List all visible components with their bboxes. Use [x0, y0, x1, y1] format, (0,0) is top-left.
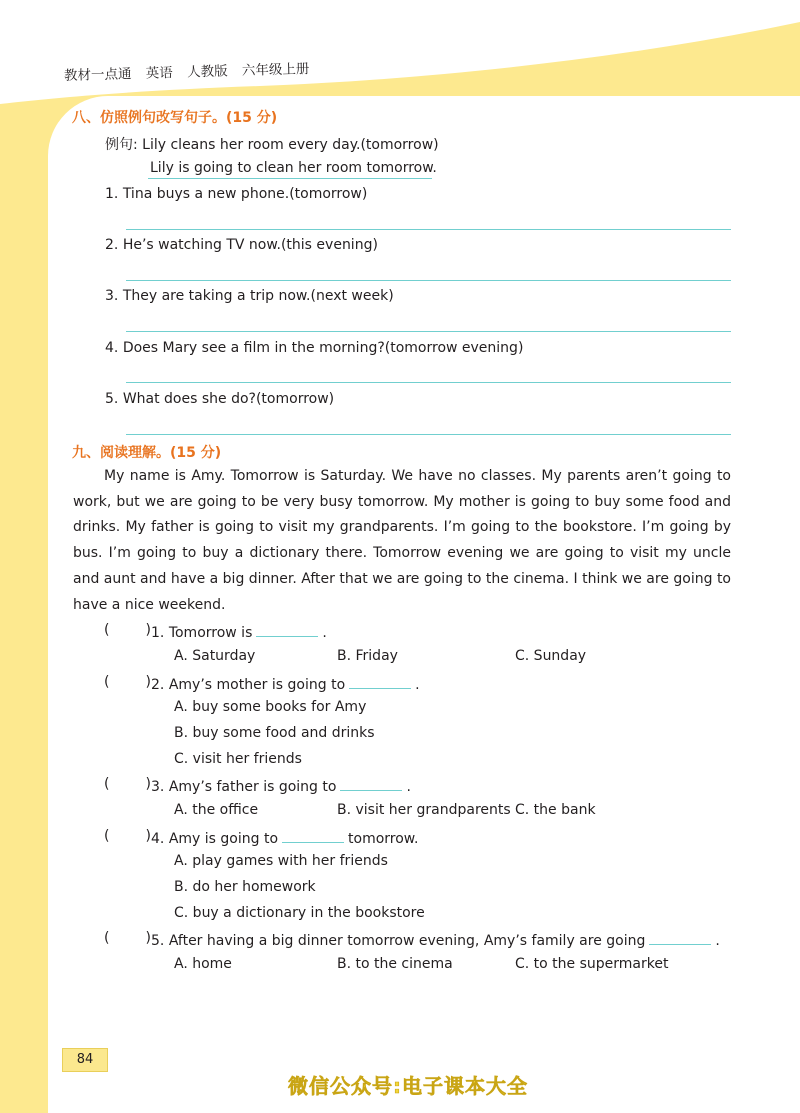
question-1: 1. Tomorrow is . [151, 622, 327, 641]
q2-option-a[interactable]: A. buy some books for Amy [174, 699, 367, 715]
fill-blank[interactable] [340, 776, 402, 791]
question-5: 5. After having a big dinner tomorrow evening, Amy’s family are going . [151, 930, 720, 949]
q4-option-a[interactable]: A. play games with her friends [174, 853, 388, 869]
question-3: 3. Amy’s father is going to . [151, 776, 411, 795]
rewrite-item-5 [105, 391, 334, 407]
fill-blank[interactable] [282, 828, 344, 843]
fill-blank[interactable] [256, 622, 318, 637]
item-text: They are taking a trip now.(next week) [122, 288, 394, 304]
example-question [105, 134, 439, 154]
item-text: What does she do?(tomorrow) [122, 391, 335, 407]
header-subject: 英语 [145, 64, 174, 82]
rewrite-item-2 [105, 237, 378, 253]
q2-option-b[interactable]: B. buy some food and drinks [174, 725, 375, 741]
item-number: 3. [105, 288, 119, 304]
q1-option-c[interactable]: C. Sunday [515, 648, 587, 664]
header-book: 教材一点通 [63, 66, 132, 84]
item-number: 2. [105, 237, 119, 253]
q4-option-c[interactable]: C. buy a dictionary in the bookstore [174, 905, 425, 921]
q4-option-b[interactable]: B. do her homework [174, 879, 316, 895]
answer-line-4[interactable] [126, 382, 731, 383]
example-question-text: Lily cleans her room every day.(tomorrow) [142, 137, 439, 153]
watermark-text: 微信公众号:电子课本大全 [288, 1074, 528, 1098]
q2-option-c[interactable]: C. visit her friends [174, 751, 302, 767]
passage-text: My name is Amy. Tomorrow is Saturday. We have no classes. My parents aren’t going to work, but we are going to be very busy tomorrow. My mother is going to buy some food and drinks. My father is going to visit my grandparents. I’m going to the bookstore. I’m going by bus. I’m going to buy a dictionary there. Tomorrow evening we are going to visit my uncle and aunt and have a big dinner. After that we are going to the cinema. I think we are going to have a nice weekend. [73, 468, 731, 613]
reading-passage [73, 464, 731, 618]
rewrite-item-4 [105, 340, 523, 356]
q3-option-c[interactable]: C. the bank [515, 802, 596, 818]
answer-paren-3[interactable]: ( ) [104, 776, 151, 792]
example-answer: Lily is going to clean her room tomorrow. [150, 160, 437, 176]
section8-title: 八、仿照例句改写句子。(15 分) [72, 110, 278, 126]
answer-paren-2[interactable]: ( ) [104, 674, 151, 690]
item-number: 4. [105, 340, 119, 356]
answer-line-5[interactable] [126, 434, 731, 435]
answer-line-3[interactable] [126, 331, 731, 332]
example-answer-underline [148, 178, 432, 179]
q3-option-a[interactable]: A. the office [174, 802, 259, 818]
q3-option-b[interactable]: B. visit her grandparents [337, 802, 511, 818]
rewrite-item-1 [105, 186, 367, 202]
q5-option-b[interactable]: B. to the cinema [337, 956, 453, 972]
item-text: Tina buys a new phone.(tomorrow) [122, 186, 368, 202]
item-text: He’s watching TV now.(this evening) [122, 237, 378, 253]
answer-paren-5[interactable]: ( ) [104, 930, 151, 946]
rewrite-item-3 [105, 288, 394, 304]
question-2: 2. Amy’s mother is going to . [151, 674, 420, 693]
q5-option-c[interactable]: C. to the supermarket [515, 956, 669, 972]
item-number: 5. [105, 391, 119, 407]
item-number: 1. [105, 186, 119, 202]
header-edition: 人教版 [186, 63, 228, 81]
example-label: 例句: [105, 137, 138, 153]
section9-title: 九、阅读理解。(15 分) [72, 445, 222, 461]
fill-blank[interactable] [649, 930, 711, 945]
answer-line-1[interactable] [126, 229, 731, 230]
header-grade: 六年级上册 [241, 61, 310, 80]
q5-option-a[interactable]: A. home [174, 956, 232, 972]
q1-option-a[interactable]: A. Saturday [174, 648, 256, 664]
item-text: Does Mary see a film in the morning?(tomorrow evening) [122, 340, 524, 356]
answer-line-2[interactable] [126, 280, 731, 281]
question-4: 4. Amy is going to tomorrow. [151, 828, 418, 847]
answer-paren-4[interactable]: ( ) [104, 828, 151, 844]
answer-paren-1[interactable]: ( ) [104, 622, 151, 638]
q1-option-b[interactable]: B. Friday [337, 648, 398, 664]
page-number: 84 [62, 1048, 108, 1072]
fill-blank[interactable] [349, 674, 411, 689]
